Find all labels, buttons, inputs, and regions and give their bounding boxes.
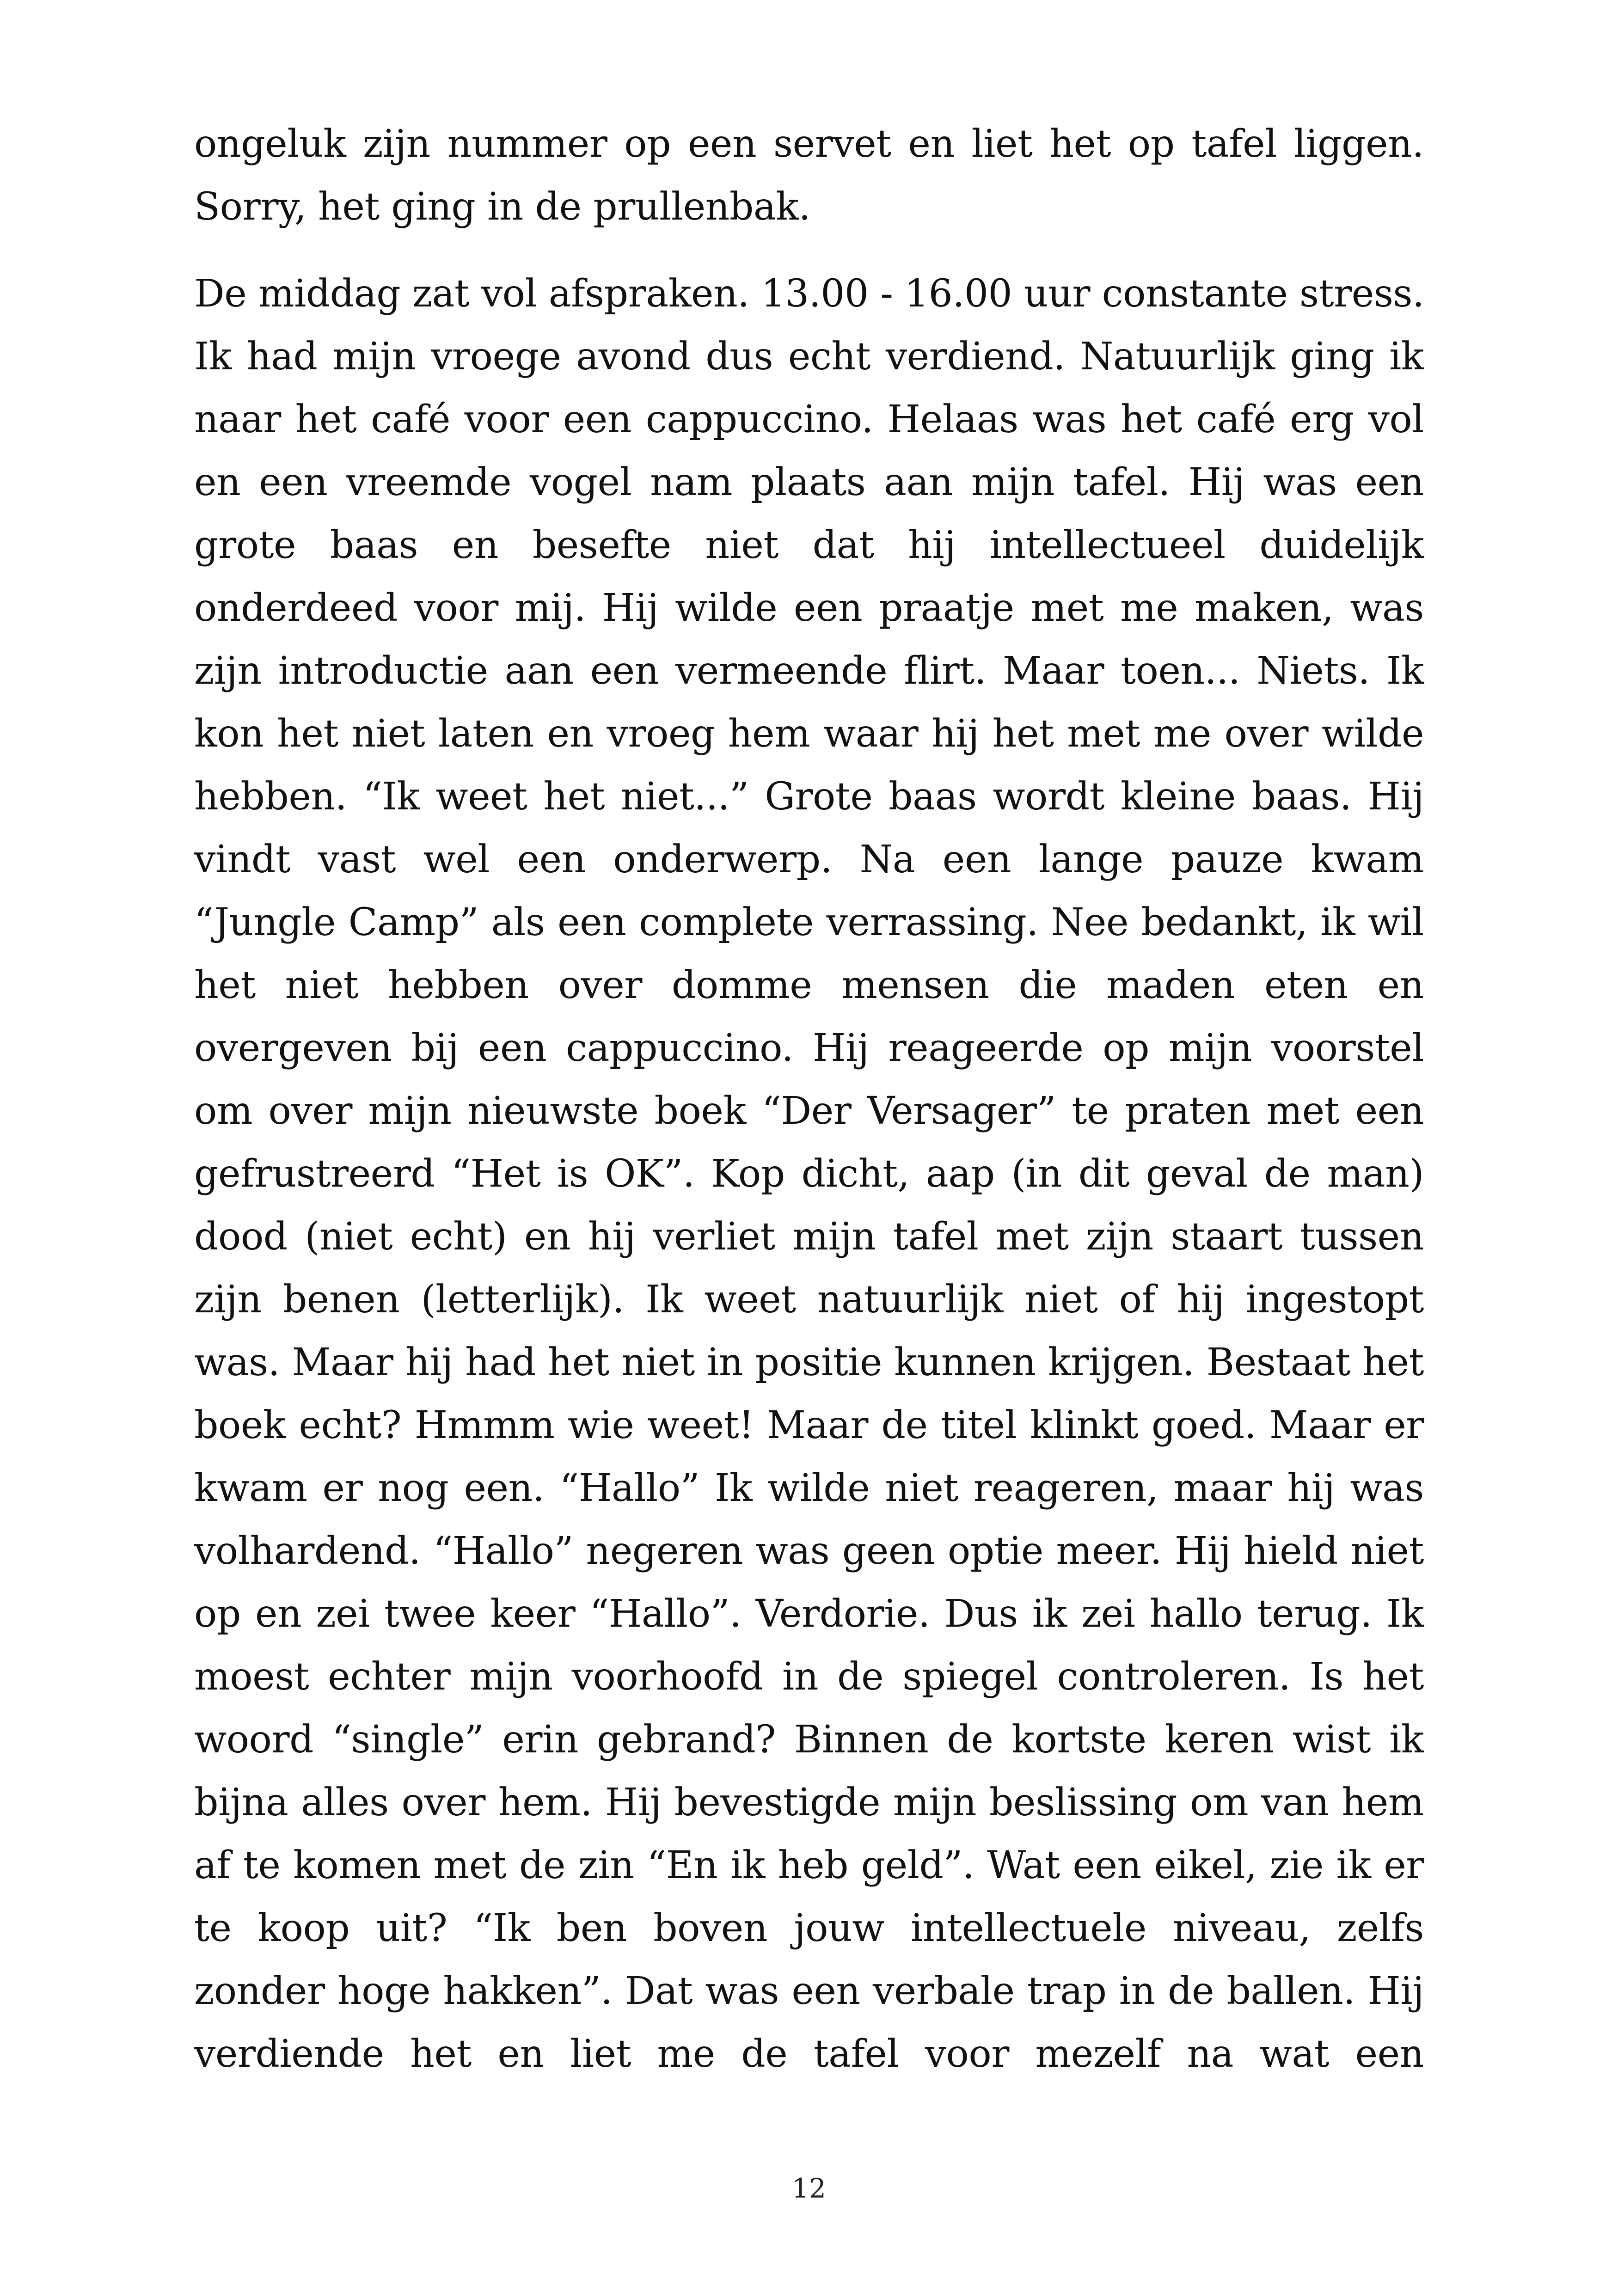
- text-line: volhardend. “Hallo” negeren was geen optie meer. Hij hield niet: [194, 1529, 1424, 1573]
- text-line: af te komen met de zin “En ik heb geld”. Wat een eikel, zie ik er: [194, 1843, 1424, 1887]
- text-line: “Jungle Camp” als een complete verrassing. Nee bedankt, ik wil: [194, 900, 1424, 944]
- text-line: zijn introductie aan een vermeende flirt. Maar toen... Niets. Ik: [194, 649, 1424, 693]
- text-line: hebben. “Ik weet het niet...” Grote baas wordt kleine baas. Hij: [194, 775, 1424, 819]
- text-line: ongeluk zijn nummer op een servet en liet het op tafel liggen.: [194, 122, 1424, 166]
- text-line: kon het niet laten en vroeg hem waar hij het met me over wilde: [194, 712, 1424, 756]
- text-line: het niet hebben over domme mensen die maden eten en: [194, 963, 1424, 1007]
- text-line: bijna alles over hem. Hij bevestigde mijn beslissing om van hem: [194, 1781, 1424, 1825]
- text-line: vindt vast wel een onderwerp. Na een lange pauze kwam: [194, 838, 1424, 882]
- text-line: op en zei twee keer “Hallo”. Verdorie. Dus ik zei hallo terug. Ik: [194, 1592, 1424, 1636]
- text-line: grote baas en besefte niet dat hij intellectueel duidelijk: [194, 523, 1424, 567]
- text-line: Sorry, het ging in de prullenbak.: [194, 185, 811, 229]
- text-line: was. Maar hij had het niet in positie kunnen krijgen. Bestaat het: [194, 1341, 1424, 1384]
- text-line: en een vreemde vogel nam plaats aan mijn tafel. Hij was een: [194, 460, 1424, 504]
- text-line: onderdeed voor mij. Hij wilde een praatje met me maken, was: [194, 586, 1424, 630]
- text-line: overgeven bij een cappuccino. Hij reageerde op mijn voorstel: [194, 1026, 1424, 1070]
- paragraph-2: [194, 263, 1424, 2086]
- text-line: verdiende het en liet me de tafel voor mezelf na wat een: [194, 2032, 1424, 2076]
- paragraph-1: [194, 113, 1424, 239]
- text-line: boek echt? Hmmm wie weet! Maar de titel klinkt goed. Maar er: [194, 1403, 1424, 1447]
- text-line: zonder hoge hakken”. Dat was een verbale trap in de ballen. Hij: [194, 1969, 1424, 2013]
- text-line: woord “single” erin gebrand? Binnen de kortste keren wist ik: [194, 1718, 1424, 1762]
- text-line: gefrustreerd “Het is OK”. Kop dicht, aap (in dit geval de man): [194, 1152, 1424, 1196]
- text-line: moest echter mijn voorhoofd in de spiegel controleren. Is het: [194, 1655, 1424, 1699]
- text-line: zijn benen (letterlijk). Ik weet natuurlijk niet of hij ingestopt: [194, 1278, 1424, 1322]
- text-line: te koop uit? “Ik ben boven jouw intellectuele niveau, zelfs: [194, 1906, 1424, 1950]
- text-line: dood (niet echt) en hij verliet mijn tafel met zijn staart tussen: [194, 1215, 1424, 1259]
- text-line: om over mijn nieuwste boek “Der Versager” te praten met een: [194, 1089, 1424, 1133]
- page-number: 12: [792, 2173, 826, 2204]
- text-line: De middag zat vol afspraken. 13.00 - 16.00 uur constante stress.: [194, 272, 1424, 316]
- text-line: naar het café voor een cappuccino. Helaas was het café erg vol: [194, 398, 1424, 441]
- text-line: kwam er nog een. “Hallo” Ik wilde niet reageren, maar hij was: [194, 1466, 1424, 1510]
- text-line: Ik had mijn vroege avond dus echt verdiend. Natuurlijk ging ik: [194, 335, 1424, 379]
